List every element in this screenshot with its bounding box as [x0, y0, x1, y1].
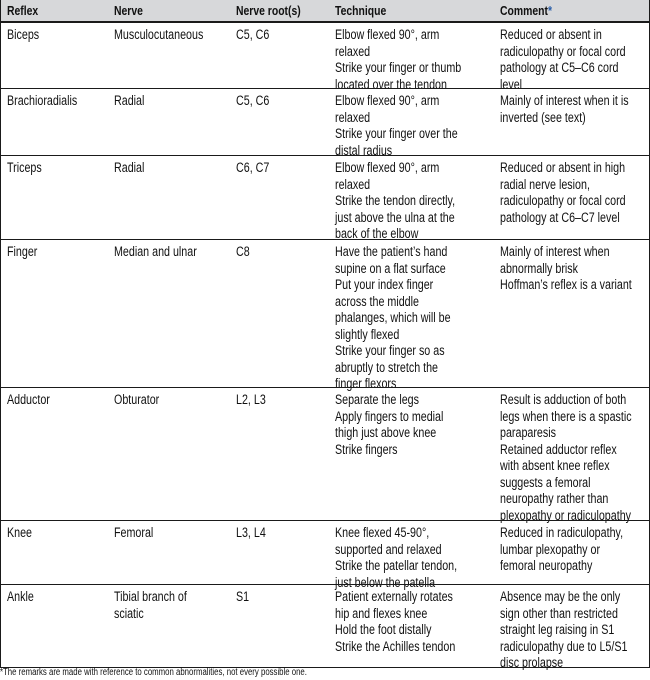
cell-line: supported and relaxed — [335, 541, 442, 557]
cell-line: slightly flexed — [335, 326, 400, 342]
cell-technique — [335, 27, 461, 93]
cell-line: Tibial branch of — [114, 589, 187, 604]
cell-line: suggests a femoral — [500, 474, 591, 490]
cell-comment — [500, 93, 629, 126]
cell-line: S1 — [236, 589, 250, 604]
cell-nerve — [114, 589, 187, 622]
cell-line: Result is adduction of both — [500, 392, 627, 407]
cell-technique — [335, 93, 458, 159]
table-row — [1, 155, 649, 239]
cell-line: Elbow flexed 90°, arm — [335, 160, 440, 175]
cell-line: Knee flexed 45-90°, — [335, 525, 430, 540]
cell-line: Finger — [7, 244, 38, 259]
cell-line: Biceps — [7, 27, 40, 42]
cell-line: Brachioradialis — [7, 93, 78, 108]
cell-line: finger flexors — [335, 376, 397, 391]
cell-line: Retained adductor reflex — [500, 441, 617, 457]
cell-line: C5, C6 — [236, 27, 270, 42]
cell-line: distal radius — [335, 142, 393, 158]
cell-line: Radial — [114, 160, 145, 175]
cell-technique — [335, 244, 451, 393]
cell-line: level — [500, 76, 523, 92]
cell-line: supine on a flat surface — [335, 260, 446, 276]
cell-line: L2, L3 — [236, 392, 266, 407]
cell-line: Absence may be the only — [500, 589, 621, 604]
cell-nerve — [114, 160, 144, 177]
cell-line: relaxed — [335, 176, 371, 192]
cell-line: across the middle — [335, 293, 419, 309]
cell-reflex — [7, 589, 34, 606]
cell-line: radiculopathy due to L5/S1 — [500, 638, 628, 654]
cell-line: radiculopathy or focal cord — [500, 43, 626, 59]
cell-comment — [500, 392, 632, 524]
cell-nerve — [114, 93, 144, 110]
cell-technique — [335, 589, 455, 655]
cell-line: L3, L4 — [236, 525, 266, 540]
cell-line: lumbar plexopathy or — [500, 541, 601, 557]
cell-reflex — [7, 392, 50, 409]
cell-reflex — [7, 93, 77, 110]
table-row — [1, 239, 649, 391]
cell-line: located over the tendon — [335, 76, 447, 92]
cell-line: Reduced in radiculopathy, — [500, 525, 624, 540]
cell-line: straight leg raising in S1 — [500, 622, 615, 637]
cell-line: Knee — [7, 525, 33, 540]
cell-technique — [335, 392, 443, 458]
header-technique: Technique — [335, 3, 387, 18]
cell-reflex — [7, 27, 39, 44]
cell-line: C6, C7 — [236, 160, 270, 175]
cell-line: pathology at C6–C7 level — [500, 209, 620, 225]
cell-line: sciatic — [114, 605, 144, 621]
cell-line: legs when there is a spastic — [500, 408, 632, 424]
cell-line: Have the patient’s hand — [335, 244, 448, 259]
cell-line: neuropathy rather than — [500, 491, 609, 506]
cell-comment — [500, 525, 623, 575]
table-header-row — [1, 0, 649, 22]
cell-line: Femoral — [114, 525, 154, 540]
cell-line: sign other than restricted — [500, 605, 618, 621]
cell-line: Apply fingers to medial — [335, 408, 444, 424]
cell-line: Patient externally rotates — [335, 589, 453, 604]
cell-line: thigh just above knee — [335, 425, 437, 440]
cell-nerve-roots — [236, 27, 269, 44]
cell-line: C5, C6 — [236, 93, 270, 108]
cell-line: plexopathy or radiculopathy — [500, 507, 632, 523]
cell-line: phalanges, which will be — [335, 310, 451, 325]
cell-line: Triceps — [7, 160, 42, 175]
cell-line: hip and flexes knee — [335, 605, 428, 621]
table-row — [1, 22, 649, 92]
cell-technique — [335, 160, 455, 243]
cell-line: Strike fingers — [335, 441, 398, 457]
cell-line: Strike your finger so as — [335, 343, 445, 358]
cell-line: radiculopathy or focal cord — [500, 193, 626, 208]
header-comment-label: Comment — [500, 3, 548, 18]
cell-comment — [500, 160, 626, 226]
cell-line: Strike your finger over the — [335, 126, 458, 141]
cell-nerve-roots — [236, 525, 266, 542]
cell-comment — [500, 244, 632, 294]
table-row — [1, 520, 649, 590]
cell-line: Reduced or absent in high — [500, 160, 626, 175]
cell-line: Obturator — [114, 392, 160, 407]
footnote-marker: * — [547, 3, 553, 18]
cell-comment — [500, 589, 627, 672]
cell-nerve — [114, 392, 159, 409]
cell-line: with absent knee reflex — [500, 458, 610, 473]
cell-line: inverted (see text) — [500, 109, 586, 125]
cell-nerve-roots — [236, 392, 266, 409]
cell-line: relaxed — [335, 109, 371, 125]
cell-line: Hold the foot distally — [335, 622, 432, 637]
cell-line: Musculocutaneous — [114, 27, 204, 42]
cell-line: Separate the legs — [335, 392, 419, 407]
cell-nerve-roots — [236, 93, 269, 110]
header-comment — [500, 3, 552, 20]
cell-line: Reduced or absent in — [500, 27, 602, 42]
cell-line: Strike the tendon directly, — [335, 193, 456, 208]
cell-line: femoral neuropathy — [500, 558, 593, 573]
cell-line: Ankle — [7, 589, 34, 604]
cell-line: Put your index finger — [335, 277, 434, 292]
cell-line: Mainly of interest when — [500, 244, 610, 259]
cell-line: Strike the patellar tendon, — [335, 558, 458, 573]
cell-line: disc prolapse — [500, 655, 564, 670]
cell-nerve — [114, 525, 153, 542]
cell-comment — [500, 27, 626, 93]
cell-nerve-roots — [236, 589, 249, 606]
cell-nerve-roots — [236, 160, 269, 177]
cell-line: back of the elbow — [335, 226, 419, 241]
cell-line: abnormally brisk — [500, 260, 578, 276]
cell-line: C8 — [236, 244, 250, 259]
table-row — [1, 88, 649, 158]
header-reflex: Reflex — [7, 3, 39, 18]
cell-line: Radial — [114, 93, 145, 108]
cell-nerve — [114, 244, 197, 261]
cell-line: Mainly of interest when it is — [500, 93, 629, 108]
cell-line: pathology at C5–C6 cord — [500, 60, 619, 75]
cell-nerve — [114, 27, 203, 44]
cell-line: paraparesis — [500, 425, 556, 440]
header-nerve-roots: Nerve root(s) — [236, 3, 301, 18]
cell-line: Median and ulnar — [114, 244, 197, 259]
table-row — [1, 387, 649, 523]
cell-reflex — [7, 160, 42, 177]
cell-line: Elbow flexed 90°, arm — [335, 27, 440, 42]
cell-line: abruptly to stretch the — [335, 359, 439, 375]
cell-line: Strike your finger or thumb — [335, 60, 462, 75]
cell-line: just below the patella — [335, 574, 436, 590]
header-nerve: Nerve — [114, 3, 143, 18]
cell-nerve-roots — [236, 244, 250, 261]
cell-line: just above the ulna at the — [335, 209, 455, 225]
cell-reflex — [7, 525, 32, 542]
cell-line: radial nerve lesion, — [500, 176, 590, 192]
cell-reflex — [7, 244, 37, 261]
footnote: *The remarks are made with reference to common abnormalities, not every possible one. — [0, 667, 307, 678]
cell-line: Adductor — [7, 392, 50, 407]
cell-line: Strike the Achilles tendon — [335, 638, 456, 654]
cell-line: Hoffman’s reflex is a variant — [500, 277, 632, 292]
cell-line: Elbow flexed 90°, arm — [335, 93, 440, 108]
table-row — [1, 584, 649, 670]
cell-technique — [335, 525, 457, 591]
cell-line: relaxed — [335, 43, 371, 59]
